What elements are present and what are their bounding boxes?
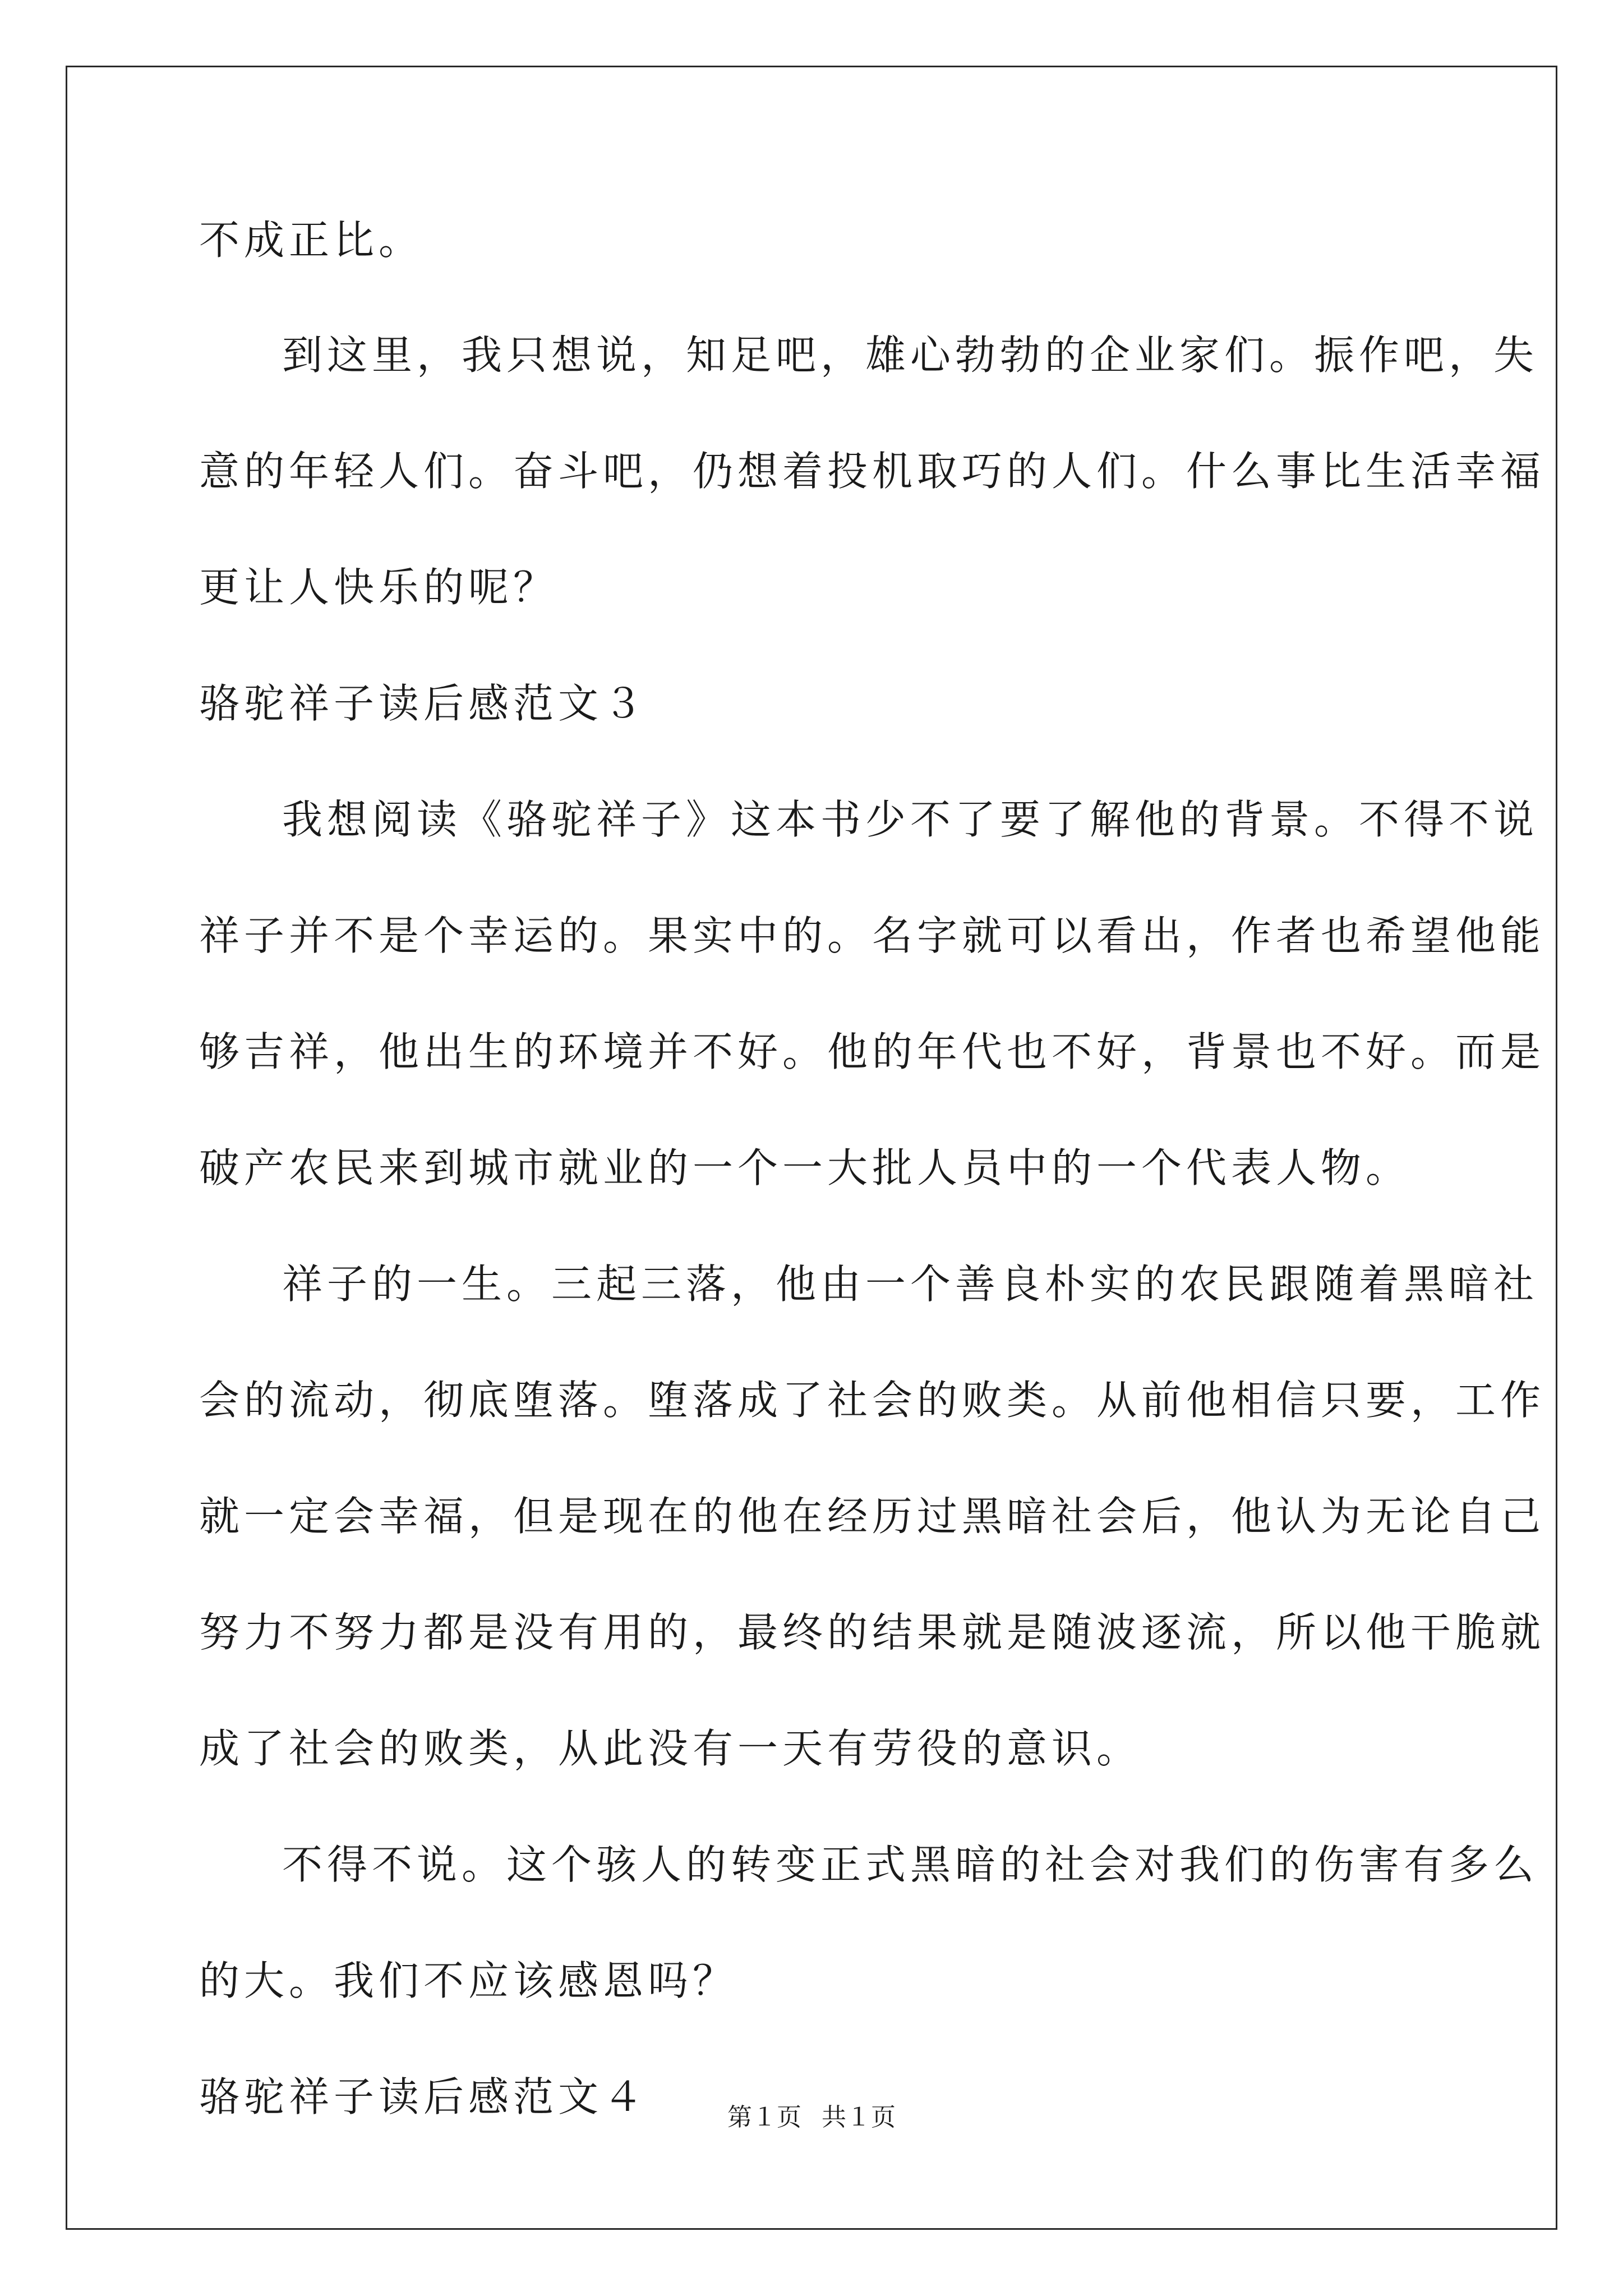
paragraph-line: 的大。我们不应该感恩吗？ xyxy=(199,1957,738,2004)
paragraph-line: 就一定会幸福，但是现在的他在经历过黑暗社会后，他认为无论自己 xyxy=(199,1493,1546,1540)
paragraph-line: 祥子并不是个幸运的。果实中的。名字就可以看出，作者也希望他能 xyxy=(199,912,1546,959)
paragraph-line: 够吉祥，他出生的环境并不好。他的年代也不好，背景也不好。而是 xyxy=(199,1028,1546,1075)
paragraph-line: 更让人快乐的呢？ xyxy=(199,564,559,611)
paragraph-line: 成了社会的败类，从此没有一天有劳役的意识。 xyxy=(199,1725,1142,1772)
paragraph-line: 不成正比。 xyxy=(199,217,424,264)
paragraph-line: 意的年轻人们。奋斗吧，仍想着投机取巧的人们。什么事比生活幸福 xyxy=(199,448,1546,495)
section-heading: 骆驼祥子读后感范文３ xyxy=(199,680,648,727)
paragraph-line: 我想阅读《骆驼祥子》这本书少不了要了解他的背景。不得不说 xyxy=(282,796,1539,843)
paragraph-line: 努力不努力都是没有用的，最终的结果就是随波逐流，所以他干脆就 xyxy=(199,1609,1546,1656)
page-total: 共１页 xyxy=(822,2103,896,2132)
page-number: 第１页 xyxy=(727,2103,801,2132)
paragraph-line: 不得不说。这个骇人的转变正式黑暗的社会对我们的伤害有多么 xyxy=(282,1841,1539,1888)
paragraph-line: 破产农民来到城市就业的一个一大批人员中的一个代表人物。 xyxy=(199,1144,1411,1191)
page-footer xyxy=(0,2101,1623,2134)
paragraph-line: 到这里，我只想说，知足吧，雄心勃勃的企业家们。振作吧，失 xyxy=(282,332,1539,379)
section-heading: 骆驼祥子读后感范文４ xyxy=(199,2073,648,2120)
paragraph-line: 会的流动，彻底堕落。堕落成了社会的败类。从前他相信只要，工作 xyxy=(199,1377,1546,1424)
paragraph-line: 祥子的一生。三起三落，他由一个善良朴实的农民跟随着黑暗社 xyxy=(282,1260,1539,1308)
